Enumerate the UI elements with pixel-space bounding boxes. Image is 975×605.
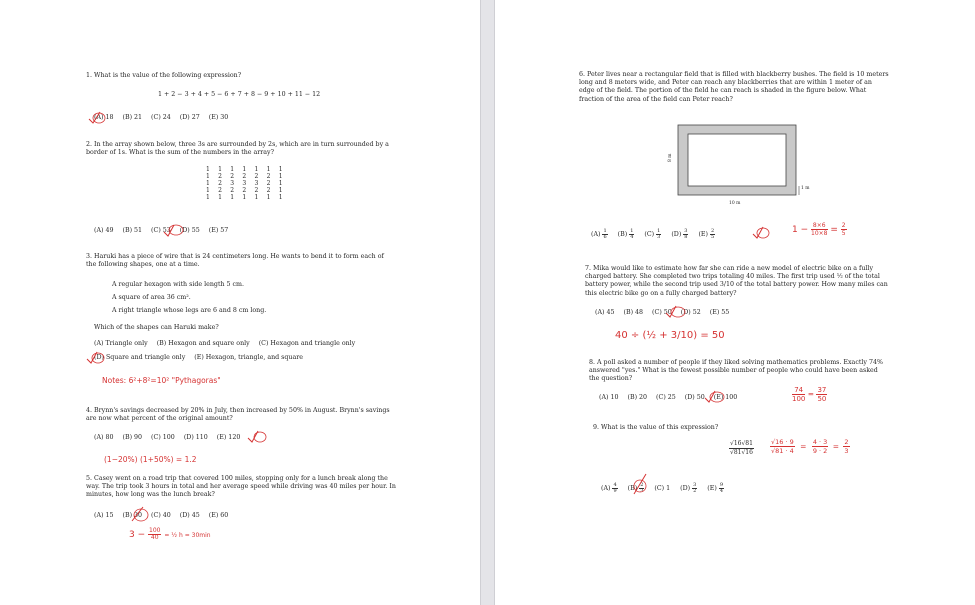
q3-choices-row2 — [94, 354, 312, 362]
q4-handwritten-note: (1−20%) (1+50%) = 1.2 — [104, 455, 197, 464]
q2-choice-b[interactable]: (B) 51 — [122, 227, 143, 234]
q4-check-mark — [247, 429, 269, 445]
q6-choice-d[interactable]: (D) — [671, 231, 682, 239]
q6-border-label: 1 m — [801, 186, 810, 191]
q8-note-eq: = — [807, 389, 815, 399]
q3-shape-square: A square of area 36 cm². — [112, 294, 191, 301]
q6-choice-d-num: 3 — [684, 228, 688, 234]
q9-expression — [729, 440, 754, 457]
q1-choice-b[interactable]: (B) 21 — [122, 114, 143, 121]
q3-handwritten-note: Notes: 6²+8²=10² "Pythagoras" — [102, 376, 221, 385]
q3-choice-e[interactable]: (E) Hexagon, triangle, and square — [194, 354, 303, 361]
q8-choice-e[interactable]: (E) 100 — [713, 394, 738, 401]
q9-check-mark — [631, 472, 651, 496]
q4-choice-e[interactable]: (E) 120 — [216, 434, 241, 441]
q3-check-mark — [86, 350, 106, 366]
q9-note-n2: 4 · 3 — [812, 438, 828, 446]
q9-text: 9. What is the value of this expression? — [593, 424, 719, 431]
q2-array-row: 1 1 1 1 1 1 1 — [206, 166, 286, 173]
q5-handwritten-note — [129, 528, 211, 541]
q7-text: 7. Mika would like to estimate how far she can ride a new model of electric bike on a fully charged battery. She completed two trips totaling 40 miles. The first trip used ½ of the total battery power, while the second trip used 3/10 of the total battery power. How many miles can this electric bike go on a fully charged battery? — [585, 265, 888, 297]
q5-note-prefix: 3 − — [129, 530, 146, 540]
q9-choice-a-num: 4 — [613, 482, 617, 488]
q6-choice-c-num: 1 — [657, 228, 661, 234]
q5-text: 5. Casey went on a road trip that covered 100 miles, stopping only for a lunch break along the way. The trip took 3 hours in total and her average speed while driving was 40 miles per hour. In minutes, how long was the lunch break? — [86, 475, 396, 499]
q6-choice-d-den: 8 — [684, 234, 688, 241]
q4-choice-a[interactable]: (A) 80 — [94, 434, 114, 441]
q5-check-mark — [129, 505, 151, 523]
q6-choice-b-num: 1 — [630, 228, 634, 234]
q3-text: 3. Haruki has a piece of wire that is 24 centimeters long. He wants to bend it to form each of the following shapes, one at a time. — [86, 253, 384, 269]
q6-note-ans-den: 5 — [841, 230, 846, 237]
q5-choice-e[interactable]: (E) 60 — [208, 512, 229, 519]
q2-choice-e[interactable]: (E) 57 — [208, 227, 229, 234]
q5-choice-b[interactable]: (B) 30 — [122, 512, 143, 519]
q9-choice-a-den: 9 — [613, 488, 617, 495]
q8-choice-c[interactable]: (C) 25 — [656, 394, 676, 401]
q2-text: 2. In the array shown below, three 3s are surrounded by 2s, which are in turn surrounded by a border of 1s. What is the sum of the numbers in the array? — [86, 141, 389, 157]
q8-note-d1: 100 — [792, 395, 806, 403]
q7-choice-e[interactable]: (E) 55 — [709, 309, 730, 316]
q1-choice-c[interactable]: (C) 24 — [151, 114, 171, 121]
q3-choice-d[interactable]: (D) Square and triangle only — [94, 354, 186, 361]
q3-choice-c[interactable]: (C) Hexagon and triangle only — [258, 340, 356, 347]
q5-note-denominator: 40 — [150, 534, 159, 541]
q7-check-mark — [665, 304, 687, 320]
q2-array-row: 1 2 2 2 2 2 1 — [206, 173, 286, 180]
right-page — [495, 0, 975, 605]
q5-choices — [94, 512, 237, 520]
q8-handwritten-note — [792, 386, 827, 403]
q9-choice-b[interactable]: (B) — [627, 485, 638, 493]
q6-choice-e[interactable]: (E) — [698, 231, 708, 239]
q7-choice-c[interactable]: (C) 50 — [652, 309, 672, 316]
q9-choice-d[interactable]: (D) — [680, 485, 691, 493]
q9-note-n3: 2 — [844, 438, 849, 446]
q3-choice-b[interactable]: (B) Hexagon and square only — [156, 340, 250, 347]
q6-height-label: 8 m — [668, 153, 673, 162]
q8-text: 8. A poll asked a number of people if they liked solving mathematics problems. Exactly 74% answered "yes." What is the fewest possible number of people who could have been asked the question? — [589, 359, 883, 383]
q5-choice-a[interactable]: (A) 15 — [94, 512, 114, 519]
q5-note-numerator: 100 — [149, 527, 161, 534]
q9-choice-b-num: 2 — [640, 482, 644, 488]
q6-handwritten-note — [792, 222, 847, 237]
q6-choice-c[interactable]: (C) — [644, 231, 655, 239]
q1-choice-d[interactable]: (D) 27 — [179, 114, 200, 121]
q6-choice-a-num: 1 — [603, 228, 607, 234]
q9-choice-d-den: 2 — [693, 488, 697, 495]
q7-handwritten-note: 40 ÷ (½ + 3/10) = 50 — [615, 330, 725, 341]
q5-choice-d[interactable]: (D) 45 — [179, 512, 200, 519]
q6-note-num: 8×6 — [812, 222, 826, 229]
q6-choice-e-num: 2 — [710, 228, 715, 234]
q6-note-den: 10×8 — [811, 230, 828, 237]
q5-choice-c[interactable]: (C) 40 — [151, 512, 171, 519]
q4-choices — [94, 434, 249, 442]
q8-note-n1: 74 — [792, 386, 805, 395]
q3-choice-a[interactable]: (A) Triangle only — [94, 340, 148, 347]
q9-choice-c-value: 1 — [666, 485, 671, 493]
q6-width-label: 10 m — [729, 201, 741, 206]
q9-choice-d-num: 3 — [693, 482, 697, 488]
q6-choices — [591, 229, 715, 240]
q5-note-rest: = ½ h = 30min — [164, 532, 211, 539]
q4-choice-c[interactable]: (C) 100 — [151, 434, 175, 441]
q1-expression: 1 + 2 − 3 + 4 + 5 − 6 + 7 + 8 − 9 + 10 + 11 − 12 — [158, 91, 321, 98]
q9-expr-num: √16√81 — [730, 440, 753, 447]
q6-note-ans-num: 2 — [841, 222, 846, 229]
q9-choices — [601, 483, 724, 494]
q9-expr-den: √81√16 — [730, 449, 753, 456]
q2-array-row: 1 2 2 2 2 2 1 — [206, 187, 286, 194]
q6-choice-c-den: 3 — [657, 234, 661, 241]
q9-note-eq1: = — [800, 441, 807, 451]
q6-choice-e-den: 5 — [710, 234, 715, 241]
q2-choice-d[interactable]: (D) 55 — [179, 227, 200, 234]
q4-choice-b[interactable]: (B) 90 — [122, 434, 143, 441]
q6-text: 6. Peter lives near a rectangular field that is filled with blackberry bushes. The field is 10 meters long and 8 meters wide, and Peter can reach any blackberries that are within 1 meter of an edge of the field. The portion of the field he can reach is shaded in the figure below. What fraction of the area of the field can Peter reach? — [579, 71, 889, 103]
q1-choice-a[interactable]: (A) 18 — [94, 114, 114, 121]
q7-choice-b[interactable]: (B) 48 — [623, 309, 644, 316]
q2-check-mark — [163, 222, 185, 238]
q2-array — [206, 166, 286, 201]
q3-choices-row1 — [94, 340, 364, 348]
q9-note-n1: √16 · 9 — [771, 438, 794, 446]
q4-text: 4. Brynn's savings decreased by 20% in July, then increased by 50% in August. Brynn's savings are now what percent of the original amount? — [86, 407, 390, 423]
q9-note-eq2: = — [832, 441, 839, 451]
q3-shape-hexagon: A regular hexagon with side length 5 cm. — [112, 281, 245, 288]
q6-choice-b-den: 4 — [630, 234, 634, 241]
q6-note-eq: = — [830, 225, 838, 235]
q6-choice-a-den: 6 — [603, 234, 607, 241]
q7-choice-d[interactable]: (D) 52 — [680, 309, 701, 316]
q1-text: 1. What is the value of the following expression? — [86, 72, 242, 79]
q2-array-row: 1 1 1 1 1 1 1 — [206, 194, 286, 201]
q9-choice-a[interactable]: (A) — [601, 485, 611, 493]
q2-array-row: 1 2 3 3 3 2 1 — [206, 180, 286, 187]
q6-note-prefix: 1 − — [792, 225, 809, 235]
page-gutter — [480, 0, 495, 605]
q3-shape-triangle: A right triangle whose legs are 6 and 8 cm long. — [112, 307, 267, 314]
q9-handwritten-note — [770, 438, 850, 455]
q9-choice-e[interactable]: (E) — [707, 485, 717, 493]
q8-choice-b[interactable]: (B) 20 — [627, 394, 648, 401]
q9-choice-c[interactable]: (C) — [654, 485, 665, 493]
q3-question: Which of the shapes can Haruki make? — [94, 324, 219, 331]
q9-note-d1: √81 · 4 — [771, 447, 794, 455]
q6-check-mark — [752, 225, 772, 241]
q2-choice-c[interactable]: (C) 53 — [151, 227, 171, 234]
q8-note-d2: 50 — [817, 395, 827, 403]
q1-check-mark — [88, 110, 108, 126]
q8-check-mark — [704, 389, 726, 405]
q8-note-n2: 37 — [817, 386, 827, 394]
q6-field-inner — [688, 134, 786, 186]
q4-choice-d[interactable]: (D) 110 — [183, 434, 208, 441]
q7-choice-a[interactable]: (A) 45 — [595, 309, 615, 316]
q9-choice-b-den: 3 — [640, 488, 644, 495]
q8-choice-d[interactable]: (D) 50 — [684, 394, 705, 401]
q6-choice-b[interactable]: (B) — [617, 231, 628, 239]
q1-choice-e[interactable]: (E) 30 — [208, 114, 229, 121]
q9-choice-e-den: 4 — [719, 488, 723, 495]
left-page — [0, 0, 480, 605]
q8-choice-a[interactable]: (A) 10 — [599, 394, 619, 401]
q1-choices — [94, 114, 237, 122]
q9-choice-e-num: 9 — [719, 482, 723, 488]
q9-note-d3: 3 — [844, 447, 849, 455]
q6-choice-a[interactable]: (A) — [591, 231, 601, 239]
q9-note-d2: 9 · 2 — [812, 447, 828, 455]
q2-choice-a[interactable]: (A) 49 — [94, 227, 114, 234]
